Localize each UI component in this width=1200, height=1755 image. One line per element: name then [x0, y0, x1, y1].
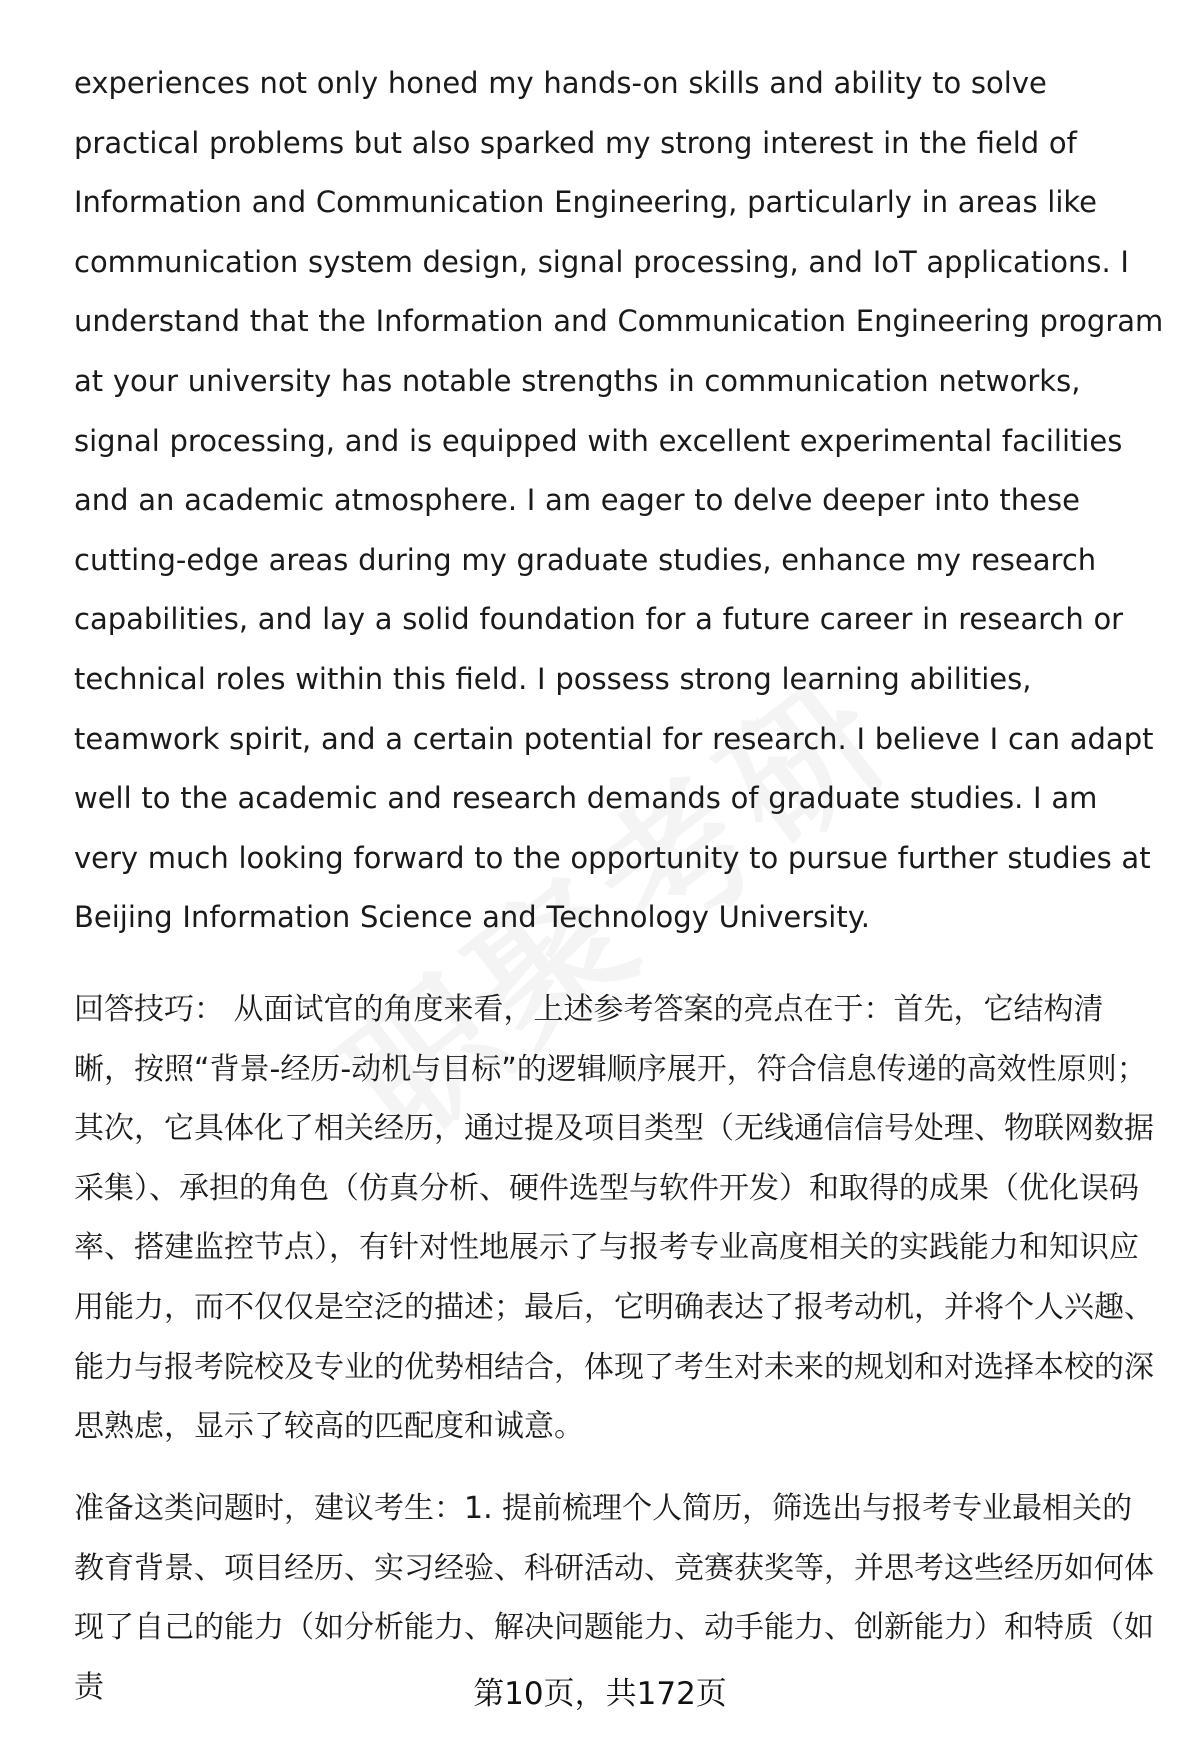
answer-tips-paragraph	[74, 980, 1156, 1457]
english-answer-paragraph: experiences not only honed my hands-on skills and ability to solve practical problems but also sparked my strong interest in the field of Information and Communication Engineering, particularly in areas like communication system design, signal processing, and IoT applications. I understand that the Information and Communication Engineering program at your university has notable strengths in communication networks, signal processing, and is equipped with excellent experimental facilities and an academic atmosphere. I am eager to delve deeper into these cutting-edge areas during my graduate studies, enhance my research capabilities, and lay a solid foundation for a future career in research or technical roles within this field. I possess strong learning abilities, teamwork spirit, and a certain potential for research. I believe I can adapt well to the academic and research demands of graduate studies. I am very much looking forward to the opportunity to pursue further studies at Beijing Information Science and Technology University.	[74, 66, 1164, 935]
page-number: 第10页，共172页	[473, 1676, 727, 1712]
preparation-advice-paragraph: 准备这类问题时，建议考生：1. 提前梳理个人简历，筛选出与报考专业最相关的教育背景、项目经历、实习经验、科研活动、竞赛获奖等，并思考这些经历如何体现了自己的能力（如分析能力、解决问题能力、动手能力、创新能力）和特质（如责	[74, 1491, 1154, 1705]
tips-label: 回答技巧：	[74, 992, 224, 1027]
tips-text: 从面试官的角度来看，上述参考答案的亮点在于：首先，它结构清晰，按照“背景-经历-动机与目标”的逻辑顺序展开，符合信息传递的高效性原则；其次，它具体化了相关经历，通过提及项目类型（无线通信信号处理、物联网数据采集）、承担的角色（仿真分析、硬件选型与软件开发）和取得的成果（优化误码率、搭建监控节点），有针对性地展示了与报考专业高度相关的实践能力和知识应用能力，而不仅仅是空泛的描述；最后，它明确表达了报考动机，并将个人兴趣、能力与报考院校及专业的优势相结合，体现了考生对未来的规划和对选择本校的深思熟虑，显示了较高的匹配度和诚意。	[74, 992, 1154, 1445]
